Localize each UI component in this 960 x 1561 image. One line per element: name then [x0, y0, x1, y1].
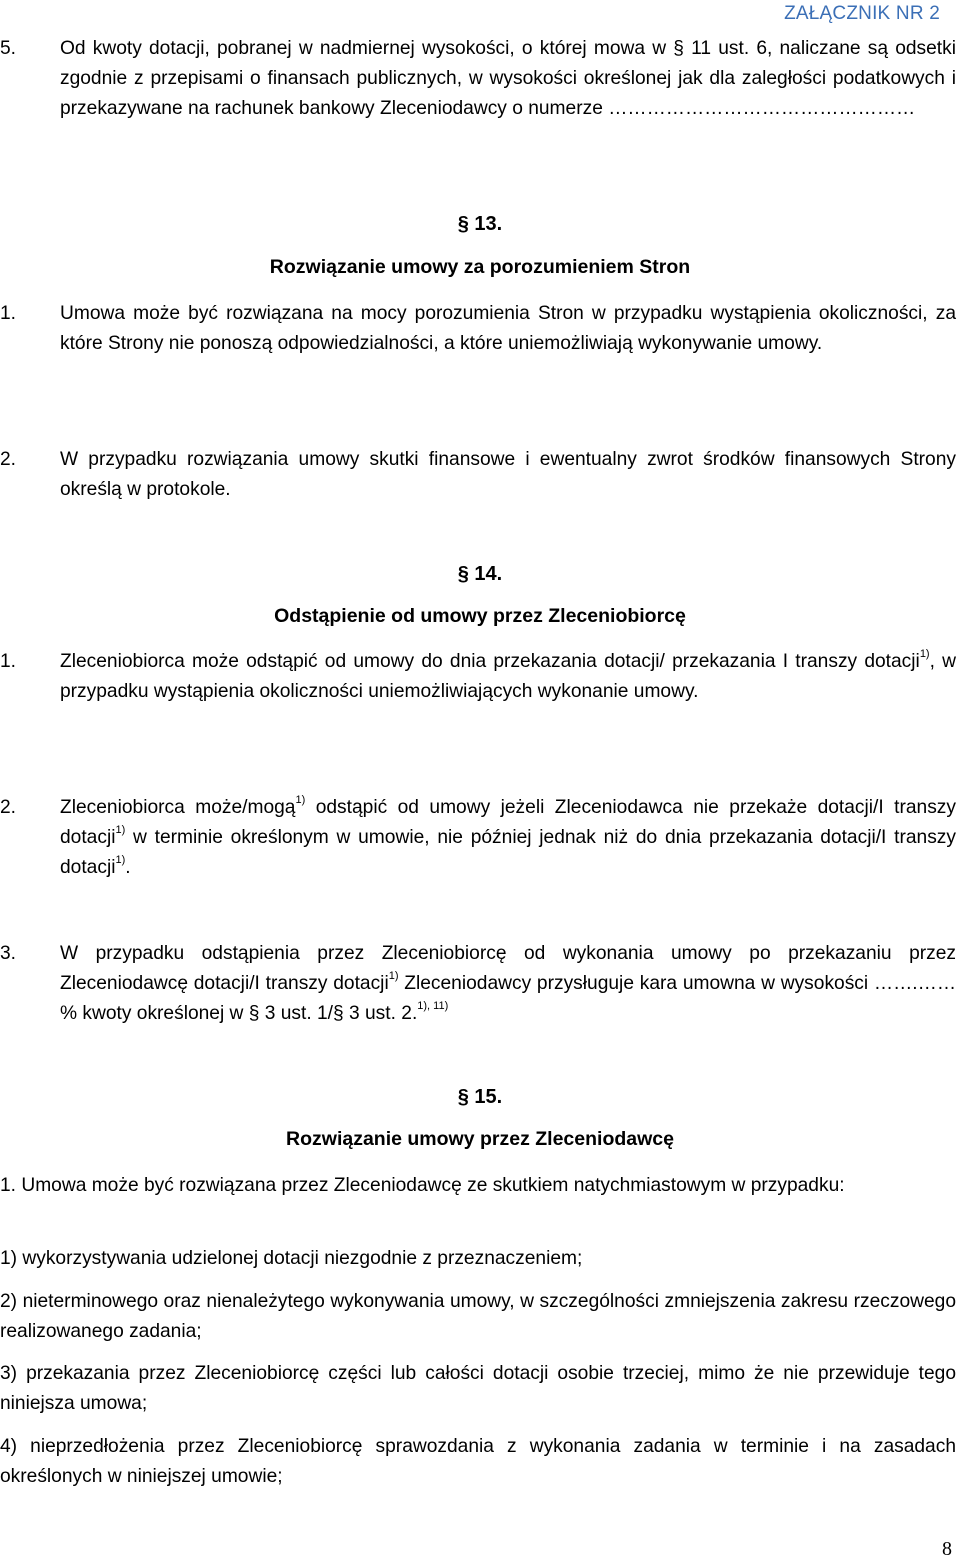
section-14-number: § 14. [457, 563, 503, 585]
list-item-text: 1) wykorzystywania udzielonej dotacji niezgodnie z przeznaczeniem; [0, 1248, 583, 1269]
footnote-ref: 1) [919, 647, 930, 660]
paragraph-text: 1. Umowa może być rozwiązana przez Zleceniodawcę ze skutkiem natychmiastowym w przypadku: [0, 1175, 845, 1196]
page-number: 8 [942, 1538, 952, 1560]
list-item-text: 2) nieterminowego oraz nienależytego wykonywania umowy, w szczególności zmniejszenia zakresu rzeczowego realizowanego zadania; [0, 1291, 956, 1342]
footnote-ref: 1) [295, 793, 306, 806]
s15-item-1 [0, 1244, 956, 1274]
s15-intro [0, 1171, 956, 1201]
s14-paragraph-3 [0, 939, 956, 1029]
paragraph-number: 2. [0, 449, 17, 470]
paragraph-number: 2. [0, 797, 17, 818]
paragraph-number: 1. [0, 303, 17, 324]
section-15-number: § 15. [457, 1086, 503, 1108]
footnote-ref: 1) [115, 853, 126, 866]
paragraph-text: Od kwoty dotacji, pobranej w nadmiernej wysokości, o której mowa w § 11 ust. 6, naliczane są odsetki zgodnie z przepisami o finansach publicznych, w wysokości określonej jak dla zaległości podatkowych i przekazywane na rachunek bankowy Zleceniodawcy o numerze ………………………………………… [60, 38, 956, 119]
paragraph-number: 3. [0, 943, 17, 964]
attachment-label: ZAŁĄCZNIK NR 2 [784, 3, 940, 24]
paragraph-number: 1. [0, 651, 17, 672]
list-item-text: 4) nieprzedłożenia przez Zleceniobiorcę sprawozdania z wykonania zadania w terminie i na zasadach określonych w niniejszej umowie; [0, 1436, 956, 1487]
section-15-title: Rozwiązanie umowy przez Zleceniodawcę [286, 1128, 674, 1150]
list-item-text: 3) przekazania przez Zleceniobiorcę części lub całości dotacji osobie trzeciej, mimo że nie przewiduje tego niniejsza umowa; [0, 1363, 956, 1414]
footnote-ref: 1) [388, 969, 399, 982]
s15-item-3 [0, 1359, 956, 1419]
s15-item-4 [0, 1432, 956, 1492]
paragraph-number: 5. [0, 38, 17, 59]
paragraph-text: W przypadku rozwiązania umowy skutki finansowe i ewentualny zwrot środków finansowych Strony określą w protokole. [60, 449, 956, 500]
s15-item-2 [0, 1287, 956, 1347]
section-13-number: § 13. [457, 213, 503, 235]
section-13-title: Rozwiązanie umowy za porozumieniem Stron [269, 256, 691, 278]
s13-paragraph-1 [0, 299, 956, 359]
paragraph-text: W przypadku odstąpienia przez Zleceniobiorcę od wykonania umowy po przekazaniu przez Zleceniodawcę dotacji/I transzy dotacji$^{1)}$ Zleceniodawcy przysługuje kara umowna w wysokości …….……% kwoty określonej w § 3 ust. 1/§ 3 ust. 2.$^{1), 11)}$ [60, 943, 957, 1024]
paragraph-text: Zleceniobiorca może/mogą$^{1)}$ odstąpić od umowy jeżeli Zleceniodawca nie przekaże dotacji/I transzy dotacji$^{1)}$ w terminie określonym w umowie, nie później jednak niż do dnia przekazania dotacji/I transzy dotacji$^{1)}$. [60, 793, 956, 878]
s14-paragraph-2 [0, 793, 956, 883]
s13-paragraph-2 [0, 445, 956, 505]
s14-paragraph-1 [0, 647, 956, 707]
paragraph-text: Umowa może być rozwiązana na mocy porozumienia Stron w przypadku wystąpienia okoliczności, za które Strony nie ponoszą odpowiedzialności, a które uniemożliwiają wykonywanie umowy. [60, 303, 956, 354]
footnote-ref: 1), 11) [417, 999, 449, 1012]
paragraph-text: Zleceniobiorca może odstąpić od umowy do dnia przekazania dotacji/ przekazania I transzy dotacji$^{1)}$, w przypadku wystąpienia okoliczności uniemożliwiających wykonanie umowy. [60, 647, 956, 702]
section-14-title: Odstąpienie od umowy przez Zleceniobiorcę [274, 605, 686, 627]
paragraph-5 [0, 34, 956, 124]
footnote-ref: 1) [115, 823, 126, 836]
